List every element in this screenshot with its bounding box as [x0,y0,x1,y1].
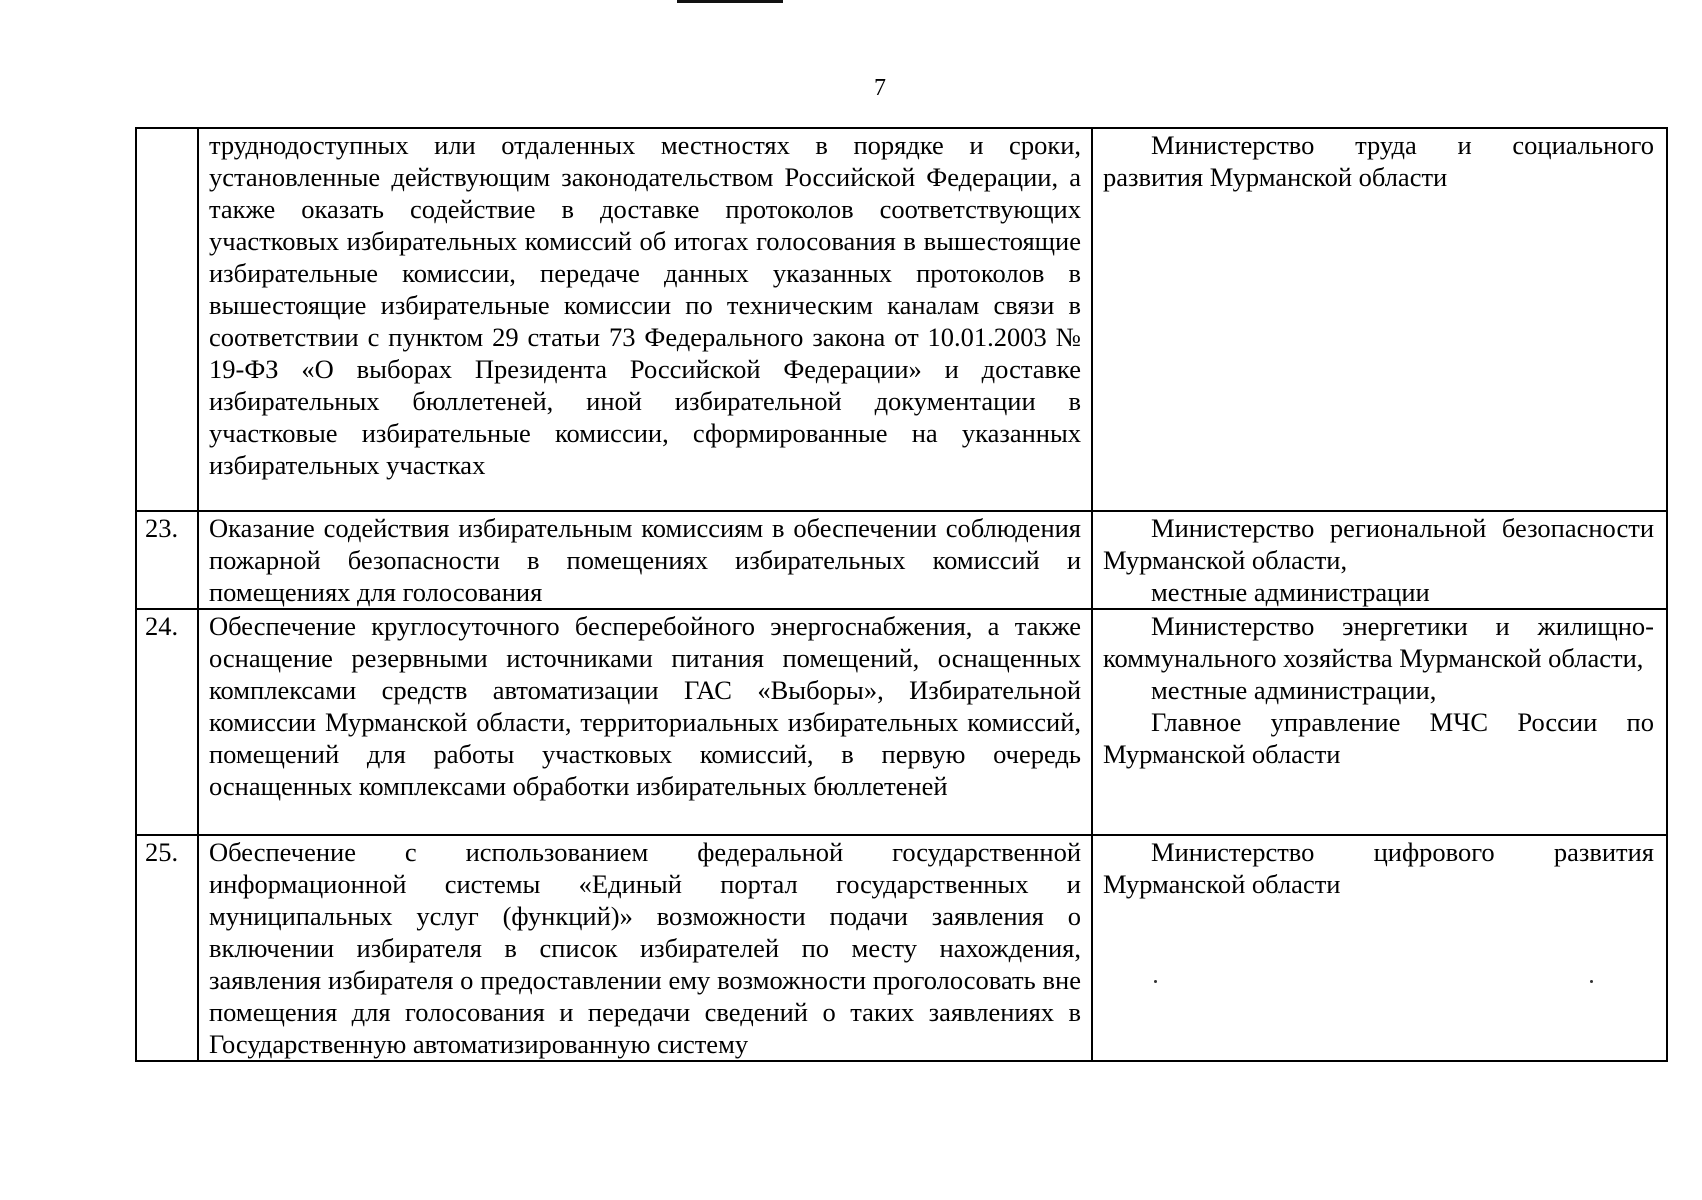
table-row [136,511,1667,609]
table-row [136,128,1667,511]
responsible-cell [1092,835,1667,1061]
responsible-line: Министерство энергетики и жилищно-коммунального хозяйства Мурманской области, [1103,611,1654,673]
responsible-line: Министерство региональной безопасности Мурманской области, [1103,513,1654,575]
responsible-cell [1092,511,1667,609]
measure-description: Обеспечение с использованием федеральной государственной информационной системы «Единый портал государственных и муниципальных услуг (функций)» возможности подачи заявления о включении избирателя в список избирателей по месту нахождения, заявления избирателя о предоставлении ему возможности проголосовать вне помещения для голосования и передачи сведений о таких заявлениях в Государственную автоматизированную систему [198,835,1092,1061]
measure-description: труднодоступных или отдаленных местностях в порядке и сроки, установленные действующим законодательством Российской Федерации, а также оказать содействие в доставке протоколов соответствующих участковых избирательных комиссий об итогах голосования в вышестоящие избирательные комиссии, передаче данных указанных протоколов в вышестоящие избирательные комиссии по техническим каналам связи в соответствии с пунктом 29 статьи 73 Федерального закона от 10.01.2003 № 19-ФЗ «О выборах Президента Российской Федерации» и доставке избирательных бюллетеней, иной избирательной документации в участковые избирательные комиссии, сформированные на указанных избирательных участках [198,128,1092,511]
responsible-cell [1092,128,1667,511]
measure-description: Обеспечение круглосуточного бесперебойного энергоснабжения, а также оснащение резервными источниками питания помещений, оснащенных комплексами средств автоматизации ГАС «Выборы», Избирательной комиссии Мурманской области, территориальных избирательных комиссий, помещений для работы участковых комиссий, в первую очередь оснащенных комплексами обработки избирательных бюллетеней [198,609,1092,835]
row-number [136,128,198,511]
table-row [136,609,1667,835]
responsible-line: местные администрации [1151,577,1430,607]
scan-speck [1154,980,1157,983]
responsible-line: Главное управление МЧС России по Мурманской области [1103,707,1654,769]
row-number: 24. [136,609,198,835]
scan-top-mark [677,0,783,3]
responsible-line: местные администрации, [1151,675,1437,705]
row-number: 25. [136,835,198,1061]
measure-description: Оказание содействия избирательным комиссиям в обеспечении соблюдения пожарной безопасности в помещениях избирательных комиссий и помещениях для голосования [198,511,1092,609]
responsible-line: Министерство цифрового развития Мурманской области [1103,837,1654,899]
page-number: 7 [874,75,886,101]
row-number: 23. [136,511,198,609]
scan-speck [1590,980,1593,983]
responsible-line: Министерство труда и социального развития Мурманской области [1103,130,1654,192]
table-row [136,835,1667,1061]
responsible-cell [1092,609,1667,835]
measures-table [135,127,1668,1062]
